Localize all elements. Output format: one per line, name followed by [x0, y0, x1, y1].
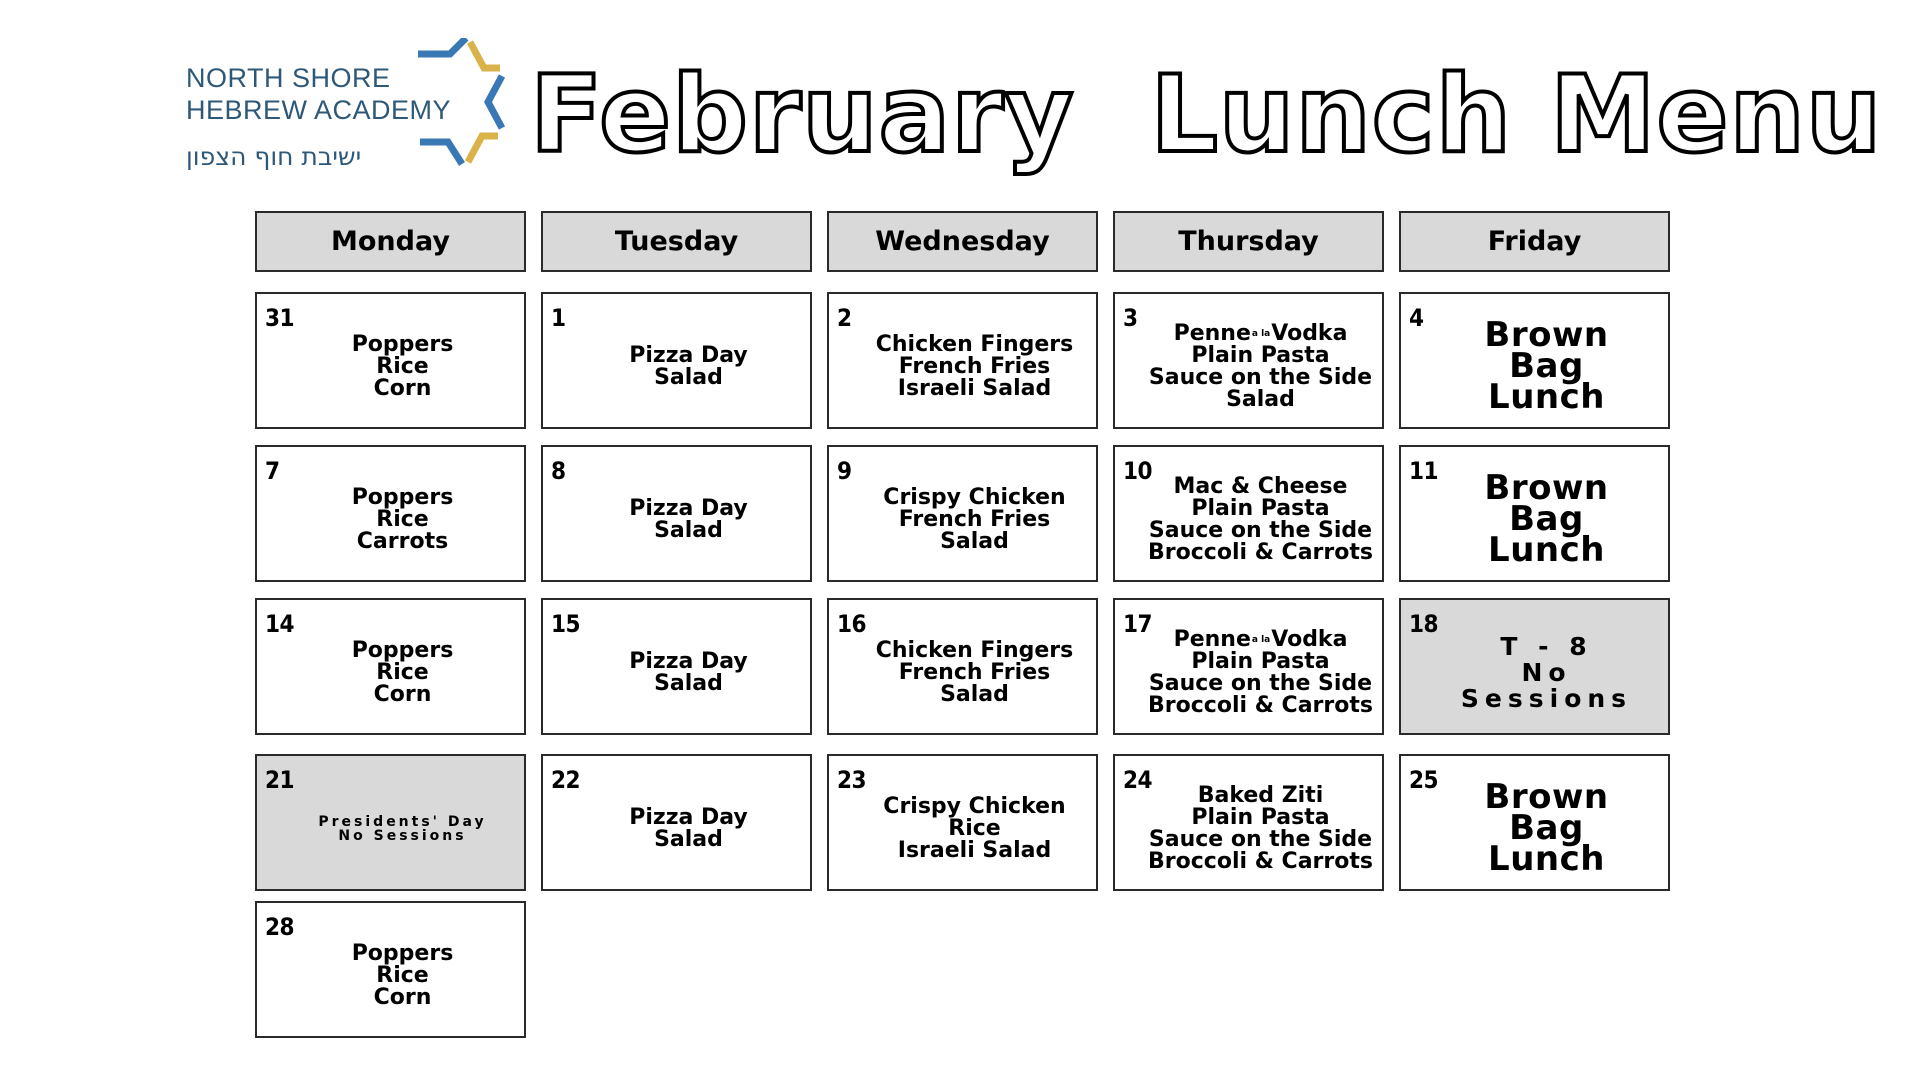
header-tuesday: Tuesday — [541, 211, 812, 272]
empty-day-cell — [1113, 901, 1384, 1038]
day-number: 1 — [551, 304, 566, 332]
day-number: 11 — [1409, 457, 1439, 485]
menu-line: Broccoli & Carrots — [1148, 692, 1373, 718]
day-cell — [541, 445, 812, 582]
menu-line: Bag — [1509, 346, 1584, 386]
menu-line: Carrots — [356, 528, 449, 554]
menu-line: Poppers — [351, 484, 454, 510]
day-cell — [827, 445, 1098, 582]
menu-line: Rice — [376, 659, 429, 685]
menu-line: Plain Pasta — [1191, 495, 1330, 521]
day-number: 22 — [551, 766, 581, 794]
menu-line: Salad — [940, 681, 1009, 707]
menu-line: Plain Pasta — [1191, 648, 1330, 674]
menu-line: Salad — [1226, 386, 1295, 412]
menu-line: Chicken Fingers — [875, 637, 1074, 663]
day-cell — [1113, 292, 1384, 429]
menu-line: Sauce on the Side — [1148, 826, 1373, 852]
week-row — [255, 292, 1670, 429]
menu-line: Lunch — [1488, 530, 1605, 570]
menu-items — [1145, 778, 1376, 879]
star-of-david-icon — [410, 38, 506, 168]
menu-line: Salad — [654, 826, 723, 852]
menu-line: Poppers — [351, 940, 454, 966]
menu-line: Salad — [940, 528, 1009, 554]
day-number: 3 — [1123, 304, 1138, 332]
menu-line: Baked Ziti — [1197, 782, 1324, 808]
day-cell — [1113, 445, 1384, 582]
menu-line: Chicken Fingers — [875, 331, 1074, 357]
menu-items — [1431, 469, 1662, 570]
week-row — [255, 598, 1670, 735]
menu-line: Israeli Salad — [897, 375, 1052, 401]
menu-items — [859, 778, 1090, 879]
empty-day-cell — [827, 901, 1098, 1038]
menu-line: Brown — [1484, 315, 1609, 355]
header-friday: Friday — [1399, 211, 1670, 272]
day-cell — [827, 598, 1098, 735]
menu-items — [287, 925, 518, 1026]
menu-line: Corn — [373, 984, 432, 1010]
day-number: 4 — [1409, 304, 1424, 332]
menu-line: French Fries — [898, 659, 1051, 685]
menu-line: Pizza Day — [629, 342, 748, 368]
menu-items — [287, 778, 518, 879]
day-cell — [541, 598, 812, 735]
header-thursday: Thursday — [1113, 211, 1384, 272]
menu-items — [573, 778, 804, 879]
menu-line: Brown — [1484, 777, 1609, 817]
day-cell — [1399, 598, 1670, 735]
logo-hebrew-name: ישיבת חוף הצפון — [186, 142, 362, 171]
header-monday: Monday — [255, 211, 526, 272]
menu-line: Poppers — [351, 637, 454, 663]
day-cell — [1399, 445, 1670, 582]
menu-items — [573, 622, 804, 723]
menu-items — [859, 316, 1090, 417]
menu-items — [859, 469, 1090, 570]
menu-line: No Sessions — [338, 827, 467, 844]
menu-items — [1145, 316, 1376, 417]
menu-line: Crispy Chicken — [883, 793, 1066, 819]
menu-line: Plain Pasta — [1191, 804, 1330, 830]
menu-items — [1431, 778, 1662, 879]
menu-line: Brown — [1484, 468, 1609, 508]
menu-items — [1145, 622, 1376, 723]
menu-items — [859, 622, 1090, 723]
menu-items — [1145, 469, 1376, 570]
day-cell — [827, 292, 1098, 429]
day-cell — [1113, 754, 1384, 891]
menu-line: Rice — [376, 962, 429, 988]
week-row — [255, 445, 1670, 582]
menu-line: T - 8 — [1500, 631, 1593, 661]
day-number: 9 — [837, 457, 852, 485]
menu-items — [287, 316, 518, 417]
page-title: February Lunch Menu — [530, 53, 1883, 176]
day-number: 8 — [551, 457, 566, 485]
menu-line: Broccoli & Carrots — [1148, 539, 1373, 565]
menu-line: Poppers — [351, 331, 454, 357]
day-cell — [1399, 292, 1670, 429]
menu-line: Pizza Day — [629, 648, 748, 674]
menu-items — [1431, 622, 1662, 723]
menu-items — [573, 469, 804, 570]
day-cell — [255, 598, 526, 735]
day-number: 31 — [265, 304, 295, 332]
menu-line: Plain Pasta — [1191, 342, 1330, 368]
menu-line: Corn — [373, 375, 432, 401]
day-number: 7 — [265, 457, 280, 485]
day-cell — [255, 292, 526, 429]
menu-line: Sauce on the Side — [1148, 670, 1373, 696]
day-cell — [1113, 598, 1384, 735]
day-cell — [1399, 754, 1670, 891]
menu-line: Sauce on the Side — [1148, 517, 1373, 543]
day-number: 28 — [265, 913, 295, 941]
week-row — [255, 754, 1670, 891]
menu-line: Rice — [376, 353, 429, 379]
menu-line: Lunch — [1488, 377, 1605, 417]
empty-day-cell — [1399, 901, 1670, 1038]
day-number: 18 — [1409, 610, 1439, 638]
menu-line: No Sessions — [1460, 657, 1633, 713]
menu-line: Salad — [654, 364, 723, 390]
day-cell — [827, 754, 1098, 891]
empty-day-cell — [541, 901, 812, 1038]
day-cell — [255, 445, 526, 582]
school-logo — [186, 38, 506, 178]
menu-line: Israeli Salad — [897, 837, 1052, 863]
menu-line: Crispy Chicken — [883, 484, 1066, 510]
menu-line: Sauce on the Side — [1148, 364, 1373, 390]
menu-line: French Fries — [898, 353, 1051, 379]
menu-line: Presidents' Day — [318, 813, 487, 830]
menu-line: Pizza Day — [629, 804, 748, 830]
weekday-header-row — [255, 211, 1670, 272]
menu-items — [287, 469, 518, 570]
menu-items — [573, 316, 804, 417]
day-number: 23 — [837, 766, 867, 794]
header-wednesday: Wednesday — [827, 211, 1098, 272]
a-la-text: a la — [1251, 634, 1271, 645]
day-cell — [541, 292, 812, 429]
day-cell — [255, 901, 526, 1038]
week-row — [255, 901, 1670, 1038]
day-number: 16 — [837, 610, 867, 638]
day-number: 15 — [551, 610, 581, 638]
menu-line: Corn — [373, 681, 432, 707]
day-number: 25 — [1409, 766, 1439, 794]
menu-line: Bag — [1509, 499, 1584, 539]
menu-line: Pennea laVodka — [1173, 626, 1348, 652]
day-number: 10 — [1123, 457, 1153, 485]
day-number: 17 — [1123, 610, 1153, 638]
menu-line: Lunch — [1488, 839, 1605, 879]
day-cell — [541, 754, 812, 891]
a-la-text: a la — [1251, 328, 1271, 339]
menu-items — [287, 622, 518, 723]
day-number: 14 — [265, 610, 295, 638]
menu-line: Broccoli & Carrots — [1148, 848, 1373, 874]
day-number: 24 — [1123, 766, 1153, 794]
logo-line-1: NORTH SHORE — [186, 63, 391, 93]
menu-line: Mac & Cheese — [1173, 473, 1348, 499]
menu-line: Salad — [654, 670, 723, 696]
menu-line: French Fries — [898, 506, 1051, 532]
menu-items — [1431, 316, 1662, 417]
menu-line: Rice — [376, 506, 429, 532]
logo-line-2: HEBREW ACADEMY — [186, 95, 452, 125]
menu-line: Bag — [1509, 808, 1584, 848]
menu-line: Pennea laVodka — [1173, 320, 1348, 346]
menu-line: Salad — [654, 517, 723, 543]
day-cell — [255, 754, 526, 891]
day-number: 2 — [837, 304, 852, 332]
day-number: 21 — [265, 766, 295, 794]
menu-line: Pizza Day — [629, 495, 748, 521]
menu-line: Rice — [948, 815, 1001, 841]
